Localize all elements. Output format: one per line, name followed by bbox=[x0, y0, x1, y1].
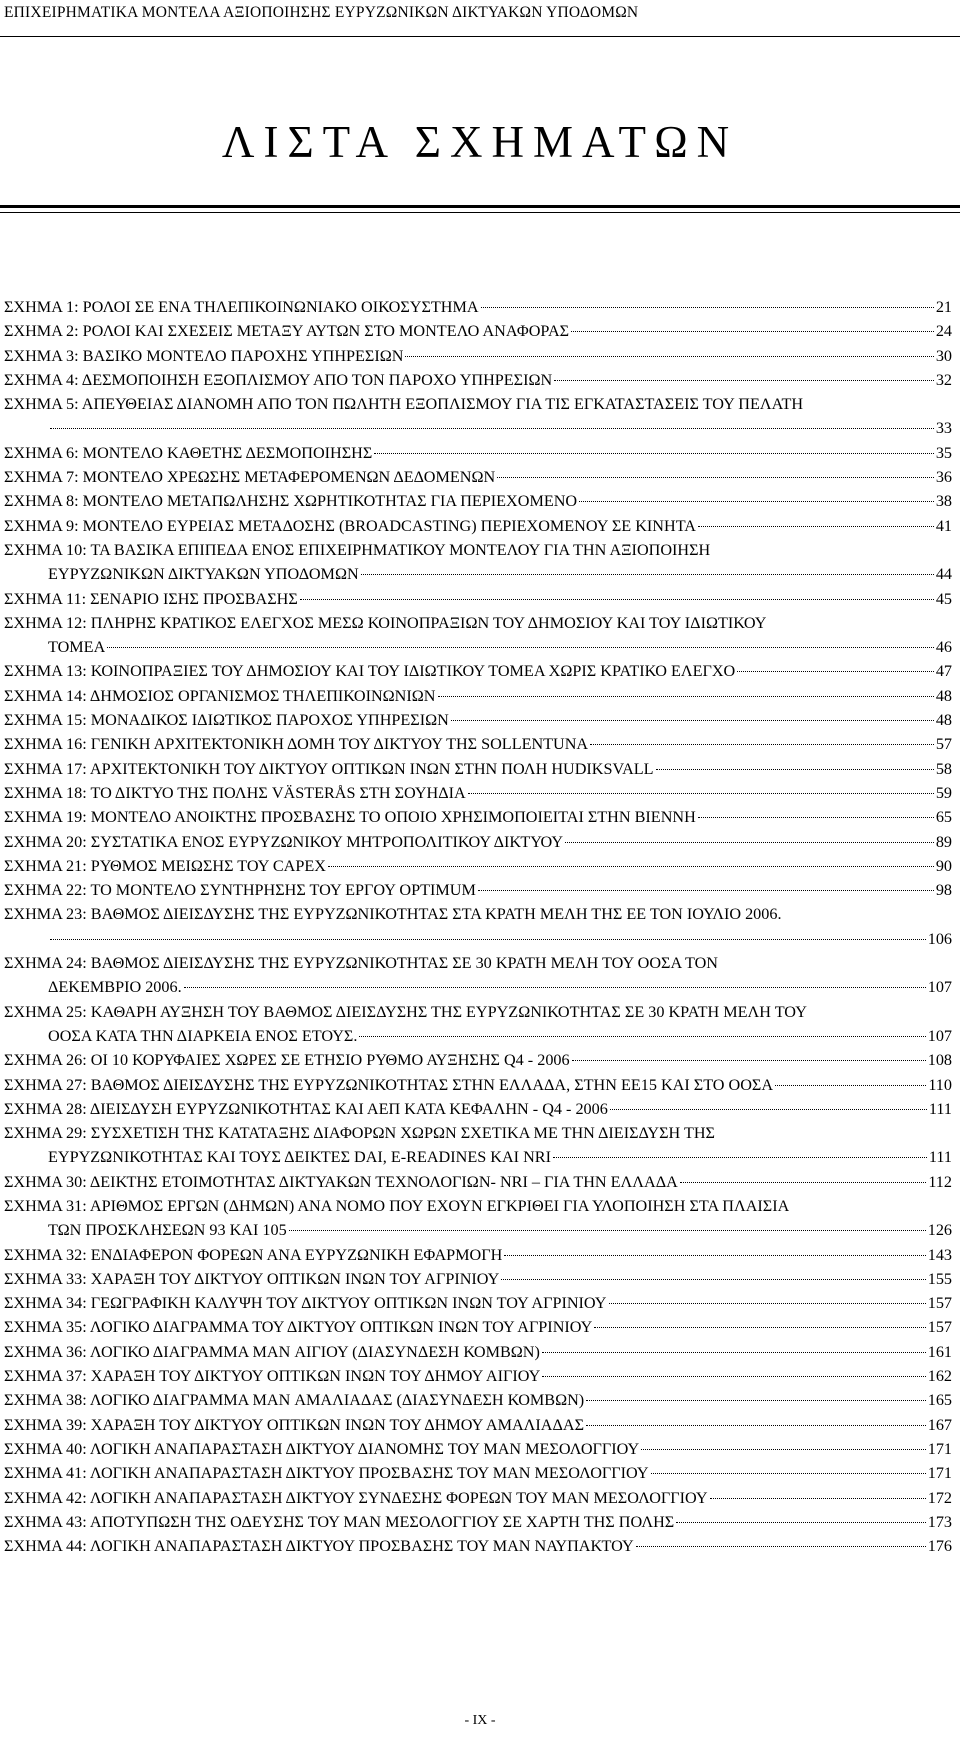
dot-leader bbox=[107, 647, 934, 648]
dot-leader bbox=[50, 939, 926, 940]
dot-leader bbox=[554, 380, 934, 381]
toc-entry-line bbox=[4, 1437, 952, 1461]
dot-leader bbox=[438, 696, 934, 697]
dot-leader bbox=[328, 866, 934, 867]
dot-leader bbox=[590, 744, 934, 745]
toc-entry-line bbox=[4, 781, 952, 805]
toc-page-number: 90 bbox=[935, 856, 952, 875]
toc-page-number: 107 bbox=[927, 978, 952, 997]
toc-entry-label: ΣΧΗΜΑ 16: ΓΕΝΙΚΗ ΑΡΧΙΤΕΚΤΟΝΙΚΗ ΔΟΜΗ ΤΟΥ ΔΙΚΤΥΟΥ ΤΗΣ SOLLENTUNA bbox=[4, 735, 589, 754]
toc-entry-label: ΣΧΗΜΑ 15: ΜΟΝΑΔΙΚΟΣ ΙΔΙΩΤΙΚΟΣ ΠΑΡΟΧΟΣ ΥΠΗΡΕΣΙΩΝ bbox=[4, 711, 449, 730]
toc-page-number: 57 bbox=[935, 735, 952, 754]
toc-page-number: 98 bbox=[935, 881, 952, 900]
toc-page-number: 59 bbox=[935, 783, 952, 802]
toc-entry-line bbox=[4, 295, 952, 319]
toc-entry[interactable] bbox=[4, 951, 952, 1000]
toc-entry-line bbox=[4, 1510, 952, 1534]
toc-page-number: 33 bbox=[935, 419, 952, 438]
toc-entry[interactable] bbox=[4, 1486, 952, 1510]
dot-leader bbox=[359, 1036, 925, 1037]
dot-leader bbox=[468, 793, 934, 794]
toc-entry-line bbox=[4, 465, 952, 489]
toc-entry[interactable] bbox=[4, 1243, 952, 1267]
toc-page-number: 111 bbox=[928, 1148, 952, 1167]
toc-entry[interactable] bbox=[4, 538, 952, 587]
toc-entry-label: ΣΧΗΜΑ 26: ΟΙ 10 ΚΟΡΥΦΑΙΕΣ ΧΩΡΕΣ ΣΕ ΕΤΗΣΙΟ ΡΥΘΜΟ ΑΥΞΗΣΗΣ Q4 - 2006 bbox=[4, 1051, 570, 1070]
toc-page-number: 45 bbox=[935, 589, 952, 608]
dot-leader bbox=[571, 331, 934, 332]
dot-leader bbox=[698, 817, 934, 818]
toc-page-number: 58 bbox=[935, 759, 952, 778]
dot-leader bbox=[610, 1109, 927, 1110]
page-title: ΛΙΣΤΑ ΣΧΗΜΑΤΩΝ bbox=[221, 117, 739, 168]
toc-entry-label: ΣΧΗΜΑ 20: ΣΥΣΤΑΤΙΚΑ ΕΝΟΣ ΕΥΡΥΖΩΝΙΚΟΥ ΜΗΤΡΟΠΟΛΙΤΙΚΟΥ ΔΙΚΤΥΟΥ bbox=[4, 832, 564, 851]
toc-entry-label: ΣΧΗΜΑ 13: ΚΟΙΝΟΠΡΑΞΙΕΣ ΤΟΥ ΔΗΜΟΣΙΟΥ ΚΑΙ ΤΟΥ ΙΔΙΩΤΙΚΟΥ ΤΟΜΕΑ ΧΩΡΙΣ ΚΡΑΤΙΚΟ ΕΛΕΓΧΟ bbox=[4, 662, 736, 681]
toc-page-number: 21 bbox=[935, 298, 952, 316]
toc-page-number: 165 bbox=[927, 1391, 952, 1410]
toc-entry-line bbox=[4, 611, 952, 635]
toc-entry[interactable] bbox=[4, 1510, 952, 1534]
dot-leader bbox=[579, 501, 934, 502]
toc-entry-line bbox=[4, 1121, 952, 1145]
toc-entry-line bbox=[4, 757, 952, 781]
toc-entry[interactable] bbox=[4, 1121, 952, 1170]
toc-page-number: 157 bbox=[927, 1318, 952, 1337]
toc-entry-continuation bbox=[4, 562, 952, 586]
dot-leader bbox=[636, 1546, 926, 1547]
toc-entry[interactable] bbox=[4, 465, 952, 489]
dot-leader bbox=[451, 720, 934, 721]
toc-entry-continuation bbox=[4, 1145, 952, 1169]
toc-entry[interactable] bbox=[4, 514, 952, 538]
toc-page-number: 106 bbox=[927, 929, 952, 948]
toc-entry-label: ΣΧΗΜΑ 40: ΛΟΓΙΚΗ ΑΝΑΠΑΡΑΣΤΑΣΗ ΔΙΚΤΥΟΥ ΔΙΑΝΟΜΗΣ ΤΟΥ MAN ΜΕΣΟΛΟΓΓΙΟΥ bbox=[4, 1439, 640, 1458]
toc-entry-label: ΣΧΗΜΑ 1: ΡΟΛΟΙ ΣΕ ΕΝΑ ΤΗΛΕΠΙΚΟΙΝΩΝΙΑΚΟ ΟΙΚΟΣΥΣΤΗΜΑ bbox=[4, 298, 479, 316]
toc-page-number: 155 bbox=[927, 1269, 952, 1288]
dot-leader bbox=[676, 1522, 925, 1523]
toc-entry-continuation bbox=[4, 416, 952, 440]
toc-entry-label: ΣΧΗΜΑ 18: ΤΟ ΔΙΚΤΥΟ ΤΗΣ ΠΟΛΗΣ VÄSTERÅS ΣΤΗ ΣΟΥΗΔΙΑ bbox=[4, 783, 466, 802]
toc-entry[interactable] bbox=[4, 781, 952, 805]
dot-leader bbox=[501, 1279, 925, 1280]
toc-entry-label: ΣΧΗΜΑ 34: ΓΕΩΓΡΑΦΙΚΗ ΚΑΛΥΨΗ ΤΟΥ ΔΙΚΤΥΟΥ ΟΠΤΙΚΩΝ ΙΝΩΝ ΤΟΥ ΑΓΡΙΝΙΟΥ bbox=[4, 1294, 607, 1313]
dot-leader bbox=[737, 671, 934, 672]
toc-entry-label: ΣΧΗΜΑ 7: ΜΟΝΤΕΛΟ ΧΡΕΩΣΗΣ ΜΕΤΑΦΕΡΟΜΕΝΩΝ ΔΕΔΟΜΕΝΩΝ bbox=[4, 468, 496, 487]
toc-page-number: 47 bbox=[935, 662, 952, 681]
dot-leader bbox=[374, 453, 934, 454]
toc-entry-continuation bbox=[4, 1024, 952, 1048]
toc-entry-line bbox=[4, 392, 952, 416]
toc-entry-label: ΣΧΗΜΑ 39: ΧΑΡΑΞΗ ΤΟΥ ΔΙΚΤΥΟΥ ΟΠΤΙΚΩΝ ΙΝΩΝ ΤΟΥ ΔΗΜΟΥ ΑΜΑΛΙΑΔΑΣ bbox=[4, 1415, 585, 1434]
toc-entry-line bbox=[4, 659, 952, 683]
toc-entry-line bbox=[4, 1534, 952, 1558]
toc-entry-label: ΣΧΗΜΑ 3: ΒΑΣΙΚΟ ΜΟΝΤΕΛΟ ΠΑΡΟΧΗΣ ΥΠΗΡΕΣΙΩΝ bbox=[4, 346, 404, 365]
dot-leader bbox=[680, 1182, 927, 1183]
toc-entry-line bbox=[4, 878, 952, 902]
toc-entry-line bbox=[4, 1388, 952, 1412]
toc-page-number: 35 bbox=[935, 443, 952, 462]
toc-entry-line bbox=[4, 1170, 952, 1194]
toc-page-number: 48 bbox=[935, 711, 952, 730]
toc-entry[interactable] bbox=[4, 659, 952, 683]
toc-page-number: 65 bbox=[935, 808, 952, 827]
toc-entry-label: ΣΧΗΜΑ 23: ΒΑΘΜΟΣ ΔΙΕΙΣΔΥΣΗΣ ΤΗΣ ΕΥΡΥΖΩΝΙΚΟΤΗΤΑΣ ΣΤΑ ΚΡΑΤΗ ΜΕΛΗ ΤΗΣ ΕΕ ΤΟΝ ΙΟΥΛΙΟ 2006. bbox=[4, 905, 782, 924]
toc-entry-line bbox=[4, 854, 952, 878]
dot-leader bbox=[300, 599, 934, 600]
dot-leader bbox=[698, 526, 934, 527]
toc-entry[interactable] bbox=[4, 1291, 952, 1315]
dot-leader bbox=[609, 1303, 926, 1304]
toc-entry-label: ΣΧΗΜΑ 14: ΔΗΜΟΣΙΟΣ ΟΡΓΑΝΙΣΜΟΣ ΤΗΛΕΠΙΚΟΙΝΩΝΙΩΝ bbox=[4, 686, 436, 705]
toc-entry-continuation bbox=[4, 635, 952, 659]
toc-entry[interactable] bbox=[4, 757, 952, 781]
toc-page-number: 36 bbox=[935, 468, 952, 487]
toc-entry-label: ΣΧΗΜΑ 43: ΑΠΟΤΥΠΩΣΗ ΤΗΣ ΟΔΕΥΣΗΣ ΤΟΥ MAN ΜΕΣΟΛΟΓΓΙΟΥ ΣΕ ΧΑΡΤΗ ΤΗΣ ΠΟΛΗΣ bbox=[4, 1512, 675, 1531]
toc-entry-label: ΣΧΗΜΑ 31: ΑΡΙΘΜΟΣ ΕΡΓΩΝ (ΔΗΜΩΝ) ΑΝΑ ΝΟΜΟ ΠΟΥ ΕΧΟΥΝ ΕΓΚΡΙΘΕΙ ΓΙΑ ΥΛΟΠΟΙΗΣΗ ΣΤΑ ΠΛΑΙΣΙΑ bbox=[4, 1196, 790, 1215]
toc-page-number: 111 bbox=[928, 1099, 952, 1118]
toc-page-number: 46 bbox=[935, 638, 952, 657]
toc-entry-line bbox=[4, 489, 952, 513]
toc-entry-line bbox=[4, 344, 952, 368]
toc-entry-label: ΣΧΗΜΑ 6: ΜΟΝΤΕΛΟ ΚΑΘΕΤΗΣ ΔΕΣΜΟΠΟΙΗΣΗΣ bbox=[4, 443, 373, 462]
toc-page-number: 30 bbox=[935, 346, 952, 365]
toc-entry-label: ΣΧΗΜΑ 22: ΤΟ ΜΟΝΤΕΛΟ ΣΥΝΤΗΡΗΣΗΣ ΤΟΥ ΕΡΓΟΥ OPTIMUM bbox=[4, 881, 476, 900]
toc-entry-label: ΣΧΗΜΑ 27: ΒΑΘΜΟΣ ΔΙΕΙΣΔΥΣΗΣ ΤΗΣ ΕΥΡΥΖΩΝΙΚΟΤΗΤΑΣ ΣΤΗΝ ΕΛΛΑΔΑ, ΣΤΗΝ ΕΕ15 ΚΑΙ ΣΤΟ ΟΟΣΑ bbox=[4, 1075, 774, 1094]
toc-entry[interactable] bbox=[4, 732, 952, 756]
dot-leader bbox=[481, 307, 934, 308]
toc-page-number: 112 bbox=[928, 1172, 952, 1191]
toc-page-number: 171 bbox=[927, 1464, 952, 1483]
toc-entry-label: ΣΧΗΜΑ 10: ΤΑ ΒΑΣΙΚΑ ΕΠΙΠΕΔΑ ΕΝΟΣ ΕΠΙΧΕΙΡΗΜΑΤΙΚΟΥ ΜΟΝΤΕΛΟΥ ΓΙΑ ΤΗΝ ΑΞΙΟΠΟΙΗΣΗ bbox=[4, 540, 711, 559]
dot-leader bbox=[594, 1327, 925, 1328]
toc-page-number: 162 bbox=[927, 1367, 952, 1386]
toc-page-number: 167 bbox=[927, 1415, 952, 1434]
toc-page-number: 38 bbox=[935, 492, 952, 511]
toc-entry-line bbox=[4, 684, 952, 708]
toc-page-number: 89 bbox=[935, 832, 952, 851]
toc-entry-label: ΣΧΗΜΑ 24: ΒΑΘΜΟΣ ΔΙΕΙΣΔΥΣΗΣ ΤΗΣ ΕΥΡΥΖΩΝΙΚΟΤΗΤΑΣ ΣΕ 30 ΚΡΑΤΗ ΜΕΛΗ ΤΟΥ ΟΟΣΑ ΤΟΝ bbox=[4, 954, 718, 973]
toc-entry-label: ΤΟΜΕΑ bbox=[48, 638, 106, 657]
toc-entry-label: ΣΧΗΜΑ 42: ΛΟΓΙΚΗ ΑΝΑΠΑΡΑΣΤΑΣΗ ΔΙΚΤΥΟΥ ΣΥΝΔΕΣΗΣ ΦΟΡΕΩΝ ΤΟΥ MAN ΜΕΣΟΛΟΓΓΙΟΥ bbox=[4, 1488, 708, 1507]
toc-entry-line bbox=[4, 1073, 952, 1097]
toc-entry-continuation bbox=[4, 927, 952, 951]
toc-entry-line bbox=[4, 1267, 952, 1291]
dot-leader bbox=[710, 1498, 926, 1499]
toc-entry[interactable] bbox=[4, 489, 952, 513]
dot-leader bbox=[184, 987, 926, 988]
toc-entry[interactable] bbox=[4, 295, 952, 319]
toc-entry-line bbox=[4, 1194, 952, 1218]
dot-leader bbox=[572, 1060, 926, 1061]
toc-page-number: 48 bbox=[935, 686, 952, 705]
toc-page-number: 157 bbox=[927, 1294, 952, 1313]
toc-page-number: 172 bbox=[927, 1488, 952, 1507]
toc-entry[interactable] bbox=[4, 1315, 952, 1339]
title-divider-thick bbox=[0, 205, 960, 208]
toc-page-number: 143 bbox=[927, 1245, 952, 1264]
dot-leader bbox=[542, 1376, 925, 1377]
title-divider-thin bbox=[0, 212, 960, 213]
toc-entry-line bbox=[4, 805, 952, 829]
toc-entry-label: ΣΧΗΜΑ 44: ΛΟΓΙΚΗ ΑΝΑΠΑΡΑΣΤΑΣΗ ΔΙΚΤΥΟΥ ΠΡΟΣΒΑΣΗΣ ΤΟΥ MAN ΝΑΥΠΑΚΤΟΥ bbox=[4, 1537, 634, 1556]
toc-entry-line bbox=[4, 1048, 952, 1072]
toc-entry[interactable] bbox=[4, 1073, 952, 1097]
toc-entry-line bbox=[4, 1243, 952, 1267]
toc-page-number: 41 bbox=[935, 516, 952, 535]
dot-leader bbox=[565, 842, 934, 843]
toc-entry-line bbox=[4, 1486, 952, 1510]
toc-page-number: 107 bbox=[927, 1026, 952, 1045]
toc-entry-label: ΣΧΗΜΑ 19: ΜΟΝΤΕΛΟ ΑΝΟΙΚΤΗΣ ΠΡΟΣΒΑΣΗΣ ΤΟ ΟΠΟΙΟ ΧΡΗΣΙΜΟΠΟΙΕΙΤΑΙ ΣΤΗΝ ΒΙΕΝΝΗ bbox=[4, 808, 696, 827]
toc-entry-line bbox=[4, 1291, 952, 1315]
toc-entry-label: ΣΧΗΜΑ 17: ΑΡΧΙΤΕΚΤΟΝΙΚΗ ΤΟΥ ΔΙΚΤΥΟΥ ΟΠΤΙΚΩΝ ΙΝΩΝ ΣΤΗΝ ΠΟΛΗ HUDIKSVALL bbox=[4, 759, 654, 778]
toc-entry-line bbox=[4, 951, 952, 975]
toc-entry[interactable] bbox=[4, 1461, 952, 1485]
toc-entry-line bbox=[4, 319, 952, 343]
toc-page-number: 108 bbox=[927, 1051, 952, 1070]
dot-leader bbox=[497, 477, 934, 478]
toc-entry-label: ΣΧΗΜΑ 5: ΑΠΕΥΘΕΙΑΣ ΔΙΑΝΟΜΗ ΑΠΟ ΤΟΝ ΠΩΛΗΤΗ ΕΞΟΠΛΙΣΜΟΥ ΓΙΑ ΤΙΣ ΕΓΚΑΤΑΣΤΑΣΕΙΣ ΤΟΥ ΠΕΛΑΤΗ bbox=[4, 395, 804, 414]
dot-leader bbox=[651, 1473, 926, 1474]
toc-entry-label: ΣΧΗΜΑ 2: ΡΟΛΟΙ ΚΑΙ ΣΧΕΣΕΙΣ ΜΕΤΑΞΥ ΑΥΤΩΝ ΣΤΟ ΜΟΝΤΕΛΟ ΑΝΑΦΟΡΑΣ bbox=[4, 322, 570, 341]
toc-entry-line bbox=[4, 1461, 952, 1485]
toc-entry[interactable] bbox=[4, 1097, 952, 1121]
toc-entry[interactable] bbox=[4, 1388, 952, 1412]
toc-entry-label: ΣΧΗΜΑ 37: ΧΑΡΑΞΗ ΤΟΥ ΔΙΚΤΥΟΥ ΟΠΤΙΚΩΝ ΙΝΩΝ ΤΟΥ ΔΗΜΟΥ ΑΙΓΙΟΥ bbox=[4, 1367, 541, 1386]
toc-entry[interactable] bbox=[4, 1170, 952, 1194]
toc-entry-label: ΣΧΗΜΑ 38: ΛΟΓΙΚΟ ΔΙΑΓΡΑΜΜΑ MAN ΑΜΑΛΙΑΔΑΣ (ΔΙΑΣΥΝΔΕΣΗ ΚΟΜΒΩΝ) bbox=[4, 1391, 585, 1410]
dot-leader bbox=[542, 1352, 926, 1353]
toc-page-number: 44 bbox=[935, 565, 952, 584]
toc-entry-line bbox=[4, 1315, 952, 1339]
toc-entry[interactable] bbox=[4, 1000, 952, 1049]
toc-entry-line bbox=[4, 514, 952, 538]
toc-entry-label: ΣΧΗΜΑ 33: ΧΑΡΑΞΗ ΤΟΥ ΔΙΚΤΥΟΥ ΟΠΤΙΚΩΝ ΙΝΩΝ ΤΟΥ ΑΓΡΙΝΙΟΥ bbox=[4, 1269, 500, 1288]
toc-entry-label: ΣΧΗΜΑ 9: ΜΟΝΤΕΛΟ ΕΥΡΕΙΑΣ ΜΕΤΑΔΟΣΗΣ (BROADCASTING) ΠΕΡΙΕΧΟΜΕΝΟΥ ΣΕ ΚΙΝΗΤΑ bbox=[4, 516, 696, 535]
toc-entry[interactable] bbox=[4, 1267, 952, 1291]
toc-entry-label: ΣΧΗΜΑ 4: ΔΕΣΜΟΠΟΙΗΣΗ ΕΞΟΠΛΙΣΜΟΥ ΑΠΟ ΤΟΝ ΠΑΡΟΧΟ ΥΠΗΡΕΣΙΩΝ bbox=[4, 370, 553, 389]
toc-entry-label: ΤΩΝ ΠΡΟΣΚΛΗΣΕΩΝ 93 ΚΑΙ 105 bbox=[48, 1221, 287, 1240]
toc-entry-label: ΣΧΗΜΑ 11: ΣΕΝΑΡΙΟ ΙΣΗΣ ΠΡΟΣΒΑΣΗΣ bbox=[4, 589, 298, 608]
dot-leader bbox=[405, 356, 933, 357]
toc-entry-continuation bbox=[4, 975, 952, 999]
toc-entry-line bbox=[4, 830, 952, 854]
toc-entry[interactable] bbox=[4, 611, 952, 660]
toc-page-number: 110 bbox=[928, 1075, 952, 1094]
toc-entry-line bbox=[4, 1340, 952, 1364]
toc-entry[interactable] bbox=[4, 854, 952, 878]
dot-leader bbox=[656, 769, 934, 770]
dot-leader bbox=[289, 1230, 926, 1231]
dot-leader bbox=[553, 1157, 927, 1158]
toc-entry[interactable] bbox=[4, 319, 952, 343]
toc-entry[interactable] bbox=[4, 878, 952, 902]
running-header: ΕΠΙΧΕΙΡΗΜΑΤΙΚΑ ΜΟΝΤΕΛΑ ΑΞΙΟΠΟΙΗΣΗΣ ΕΥΡΥΖΩΝΙΚΩΝ ΔΙΚΤΥΑΚΩΝ ΥΠΟΔΟΜΩΝ bbox=[4, 4, 639, 21]
toc-entry-line bbox=[4, 732, 952, 756]
toc-page-number: 126 bbox=[927, 1221, 952, 1240]
list-of-figures bbox=[4, 295, 952, 1558]
toc-entry-label: ΟΟΣΑ ΚΑΤΑ ΤΗΝ ΔΙΑΡΚΕΙΑ ΕΝΟΣ ΕΤΟΥΣ. bbox=[48, 1026, 358, 1045]
page-number: - IX - bbox=[464, 1713, 496, 1728]
toc-entry-line bbox=[4, 538, 952, 562]
toc-entry-line bbox=[4, 441, 952, 465]
toc-entry[interactable] bbox=[4, 684, 952, 708]
toc-entry[interactable] bbox=[4, 1194, 952, 1243]
dot-leader bbox=[586, 1425, 926, 1426]
dot-leader bbox=[775, 1085, 926, 1086]
toc-entry-line bbox=[4, 587, 952, 611]
toc-entry-continuation bbox=[4, 1218, 952, 1242]
toc-entry[interactable] bbox=[4, 902, 952, 951]
toc-entry-line bbox=[4, 1413, 952, 1437]
toc-entry-label: ΕΥΡΥΖΩΝΙΚΟΤΗΤΑΣ ΚΑΙ ΤΟΥΣ ΔΕΙΚΤΕΣ DAI, E-READINES ΚΑΙ NRI bbox=[48, 1148, 551, 1167]
toc-entry[interactable] bbox=[4, 805, 952, 829]
toc-entry-label: ΣΧΗΜΑ 32: ΕΝΔΙΑΦΕΡΟΝ ΦΟΡΕΩΝ ΑΝΑ ΕΥΡΥΖΩΝΙΚΗ ΕΦΑΡΜΟΓΗ bbox=[4, 1245, 503, 1264]
toc-entry[interactable] bbox=[4, 1364, 952, 1388]
toc-entry[interactable] bbox=[4, 587, 952, 611]
toc-entry-label: ΣΧΗΜΑ 41: ΛΟΓΙΚΗ ΑΝΑΠΑΡΑΣΤΑΣΗ ΔΙΚΤΥΟΥ ΠΡΟΣΒΑΣΗΣ ΤΟΥ MAN ΜΕΣΟΛΟΓΓΙΟΥ bbox=[4, 1464, 649, 1483]
dot-leader bbox=[504, 1255, 925, 1256]
toc-entry[interactable] bbox=[4, 344, 952, 368]
toc-entry-label: ΣΧΗΜΑ 28: ΔΙΕΙΣΔΥΣΗ ΕΥΡΥΖΩΝΙΚΟΤΗΤΑΣ ΚΑΙ ΑΕΠ ΚΑΤΑ ΚΕΦΑΛΗΝ - Q4 - 2006 bbox=[4, 1099, 608, 1118]
dot-leader bbox=[361, 574, 934, 575]
toc-entry[interactable] bbox=[4, 368, 952, 392]
toc-page-number: 176 bbox=[927, 1537, 952, 1556]
toc-entry[interactable] bbox=[4, 1534, 952, 1558]
toc-entry-line bbox=[4, 708, 952, 732]
toc-entry[interactable] bbox=[4, 830, 952, 854]
toc-page-number: 171 bbox=[927, 1439, 952, 1458]
toc-entry[interactable] bbox=[4, 441, 952, 465]
dot-leader bbox=[50, 428, 934, 429]
toc-entry[interactable] bbox=[4, 1340, 952, 1364]
dot-leader bbox=[586, 1400, 926, 1401]
toc-entry-line bbox=[4, 368, 952, 392]
toc-entry-label: ΣΧΗΜΑ 30: ΔΕΙΚΤΗΣ ΕΤΟΙΜΟΤΗΤΑΣ ΔΙΚΤΥΑΚΩΝ ΤΕΧΝΟΛΟΓΙΩΝ- NRI – ΓΙΑ ΤΗΝ ΕΛΛΑΔΑ bbox=[4, 1172, 678, 1191]
toc-entry-line bbox=[4, 1000, 952, 1024]
toc-page-number: 32 bbox=[935, 370, 952, 389]
toc-entry-label: ΣΧΗΜΑ 12: ΠΛΗΡΗΣ ΚΡΑΤΙΚΟΣ ΕΛΕΓΧΟΣ ΜΕΣΩ ΚΟΙΝΟΠΡΑΞΙΩΝ ΤΟΥ ΔΗΜΟΣΙΟΥ ΚΑΙ ΤΟΥ ΙΔΙΩΤΙΚΟΥ bbox=[4, 613, 767, 632]
toc-entry-label: ΣΧΗΜΑ 35: ΛΟΓΙΚΟ ΔΙΑΓΡΑΜΜΑ ΤΟΥ ΔΙΚΤΥΟΥ ΟΠΤΙΚΩΝ ΙΝΩΝ ΤΟΥ ΑΓΡΙΝΙΟΥ bbox=[4, 1318, 593, 1337]
toc-entry[interactable] bbox=[4, 392, 952, 441]
toc-entry-line bbox=[4, 902, 952, 926]
toc-entry-label: ΔΕΚΕΜΒΡΙΟ 2006. bbox=[48, 978, 182, 997]
dot-leader bbox=[641, 1449, 925, 1450]
toc-page-number: 173 bbox=[927, 1512, 952, 1531]
toc-entry[interactable] bbox=[4, 708, 952, 732]
header-divider bbox=[0, 36, 960, 37]
toc-entry-label: ΣΧΗΜΑ 21: ΡΥΘΜΟΣ ΜΕΙΩΣΗΣ ΤΟΥ CAPEX bbox=[4, 856, 326, 875]
toc-entry[interactable] bbox=[4, 1437, 952, 1461]
toc-entry-label: ΣΧΗΜΑ 8: ΜΟΝΤΕΛΟ ΜΕΤΑΠΩΛΗΣΗΣ ΧΩΡΗΤΙΚΟΤΗΤΑΣ ΓΙΑ ΠΕΡΙΕΧΟΜΕΝΟ bbox=[4, 492, 578, 511]
dot-leader bbox=[478, 890, 934, 891]
toc-entry-line bbox=[4, 1097, 952, 1121]
toc-entry-label: ΣΧΗΜΑ 36: ΛΟΓΙΚΟ ΔΙΑΓΡΑΜΜΑ MAN ΑΙΓΙΟΥ (ΔΙΑΣΥΝΔΕΣΗ ΚΟΜΒΩΝ) bbox=[4, 1342, 540, 1361]
toc-page-number: 161 bbox=[927, 1342, 952, 1361]
toc-entry[interactable] bbox=[4, 1413, 952, 1437]
toc-entry[interactable] bbox=[4, 1048, 952, 1072]
toc-page-number: 24 bbox=[935, 322, 952, 341]
toc-entry-label: ΕΥΡΥΖΩΝΙΚΩΝ ΔΙΚΤΥΑΚΩΝ ΥΠΟΔΟΜΩΝ bbox=[48, 565, 359, 584]
toc-entry-label: ΣΧΗΜΑ 25: ΚΑΘΑΡΗ ΑΥΞΗΣΗ ΤΟΥ ΒΑΘΜΟΣ ΔΙΕΙΣΔΥΣΗΣ ΤΗΣ ΕΥΡΥΖΩΝΙΚΟΤΗΤΑΣ ΣΕ 30 ΚΡΑΤΗ ΜΕΛΗ ΤΟΥ bbox=[4, 1002, 807, 1021]
toc-entry-label: ΣΧΗΜΑ 29: ΣΥΣΧΕΤΙΣΗ ΤΗΣ ΚΑΤΑΤΑΞΗΣ ΔΙΑΦΟΡΩΝ ΧΩΡΩΝ ΣΧΕΤΙΚΑ ΜΕ ΤΗΝ ΔΙΕΙΣΔΥΣΗ ΤΗΣ bbox=[4, 1124, 715, 1143]
toc-entry-line bbox=[4, 1364, 952, 1388]
